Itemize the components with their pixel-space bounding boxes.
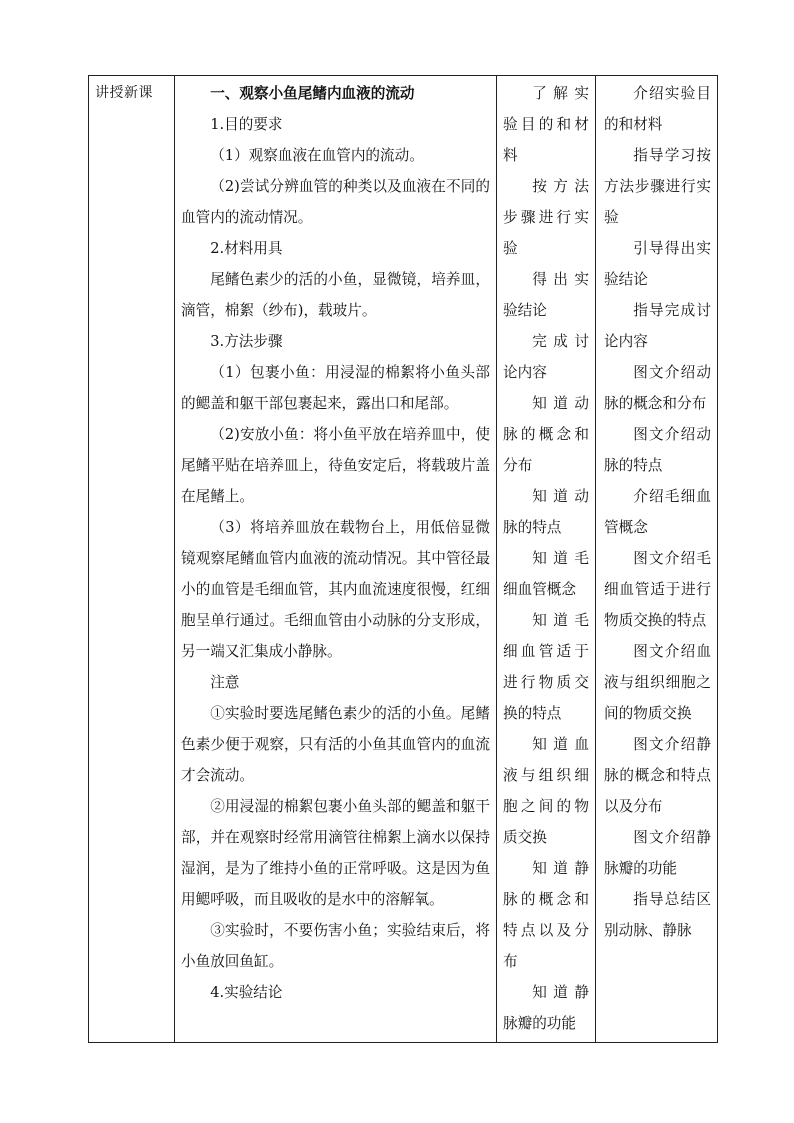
content-paragraph: ②用浸湿的棉絮包裹小鱼头部的鳃盖和躯干部，并在观察时经常用滴管往棉絮上滴水以保持湿润，是为了维持小鱼的正常呼吸。这是因为鱼用鳃呼吸，而且吸收的是水中的溶解氧。 <box>181 798 490 908</box>
lesson-plan-table <box>88 75 718 1043</box>
student-activity-item: 了解实验目的和材料 <box>503 85 589 164</box>
content-paragraph: （2)尝试分辨血管的种类以及血液在不同的血管内的流动情况。 <box>181 178 490 226</box>
teacher-activity-item: 指导完成讨论内容 <box>604 302 711 350</box>
content-paragraph: 尾鳍色素少的活的小鱼，显微镜，培养皿，滴管，棉絮（纱布)，载玻片。 <box>181 271 490 319</box>
content-paragraph: ③实验时，不要伤害小鱼；实验结束后，将小鱼放回鱼缸。 <box>181 922 490 970</box>
student-activity-item: 知道静脉瓣的功能 <box>503 984 589 1032</box>
content-body <box>175 76 496 1008</box>
student-activity-item: 知道动脉的特点 <box>503 488 589 536</box>
student-activity-item: 知道静脉的概念和特点以及分布 <box>503 860 589 970</box>
student-activity-item: 知道毛细血管概念 <box>503 550 589 598</box>
teacher-activity-item: 介绍实验目的和材料 <box>604 85 711 133</box>
student-activity-item: 完成讨论内容 <box>503 333 589 381</box>
teacher-activity-body <box>596 76 717 946</box>
student-activity-cell <box>497 76 596 1043</box>
content-paragraph: 3.方法步骤 <box>210 333 283 350</box>
student-activity-body <box>497 76 595 1039</box>
content-paragraph: 1.目的要求 <box>210 116 283 133</box>
row-label: 讲授新课 <box>89 76 175 1043</box>
table-row <box>89 76 718 1043</box>
content-paragraph: 注意 <box>210 674 240 691</box>
content-paragraph: ①实验时要选尾鳍色素少的活的小鱼。尾鳍色素少便于观察，只有活的小鱼其血管内的血流才会流动。 <box>181 705 490 784</box>
content-paragraph: （1）观察血液在血管内的流动。 <box>210 147 424 164</box>
student-activity-item: 得出实验结论 <box>503 271 589 319</box>
student-activity-item: 知道毛细血管适于进行物质交换的特点 <box>503 612 589 722</box>
student-activity-item: 知道血液与组织细胞之间的物质交换 <box>503 736 589 846</box>
teacher-activity-cell <box>596 76 718 1043</box>
student-activity-item: 按方法步骤进行实验 <box>503 178 589 257</box>
teacher-activity-item: 图文介绍动脉的概念和分布 <box>604 364 711 412</box>
content-paragraph: （3）将培养皿放在载物台上，用低倍显微镜观察尾鳍血管内血液的流动情况。其中管径最小的血管是毛细血管，其内血流速度很慢，红细胞呈单行通过。毛细血管由小动脉的分支形成，另一端又汇集成小静脉。 <box>181 519 490 660</box>
section-heading: 一、观察小鱼尾鳍内血液的流动 <box>210 85 415 102</box>
teacher-activity-item: 图文介绍毛细血管适于进行物质交换的特点 <box>604 550 711 629</box>
content-paragraph: （1）包裹小鱼：用浸湿的棉絮将小鱼头部的鳃盖和躯干部包裹起来，露出口和尾部。 <box>181 364 490 412</box>
teacher-activity-item: 图文介绍静脉的概念和特点以及分布 <box>604 736 711 815</box>
teacher-activity-item: 指导学习按方法步骤进行实验 <box>604 147 711 226</box>
content-paragraph: 4.实验结论 <box>210 984 283 1001</box>
content-cell <box>175 76 497 1043</box>
content-paragraph: （2)安放小鱼：将小鱼平放在培养皿中，使尾鳍平贴在培养皿上，待鱼安定后，将载玻片盖在尾鳍上。 <box>181 426 490 505</box>
content-paragraph: 2.材料用具 <box>210 240 283 257</box>
teacher-activity-item: 介绍毛细血管概念 <box>604 488 711 536</box>
teacher-activity-item: 图文介绍血液与组织细胞之间的物质交换 <box>604 643 711 722</box>
teacher-activity-item: 引导得出实验结论 <box>604 240 711 288</box>
student-activity-item: 知道动脉的概念和分布 <box>503 395 589 474</box>
teacher-activity-item: 指导总结区别动脉、静脉 <box>604 891 711 939</box>
teacher-activity-item: 图文介绍动脉的特点 <box>604 426 711 474</box>
teacher-activity-item: 图文介绍静脉瓣的功能 <box>604 829 711 877</box>
